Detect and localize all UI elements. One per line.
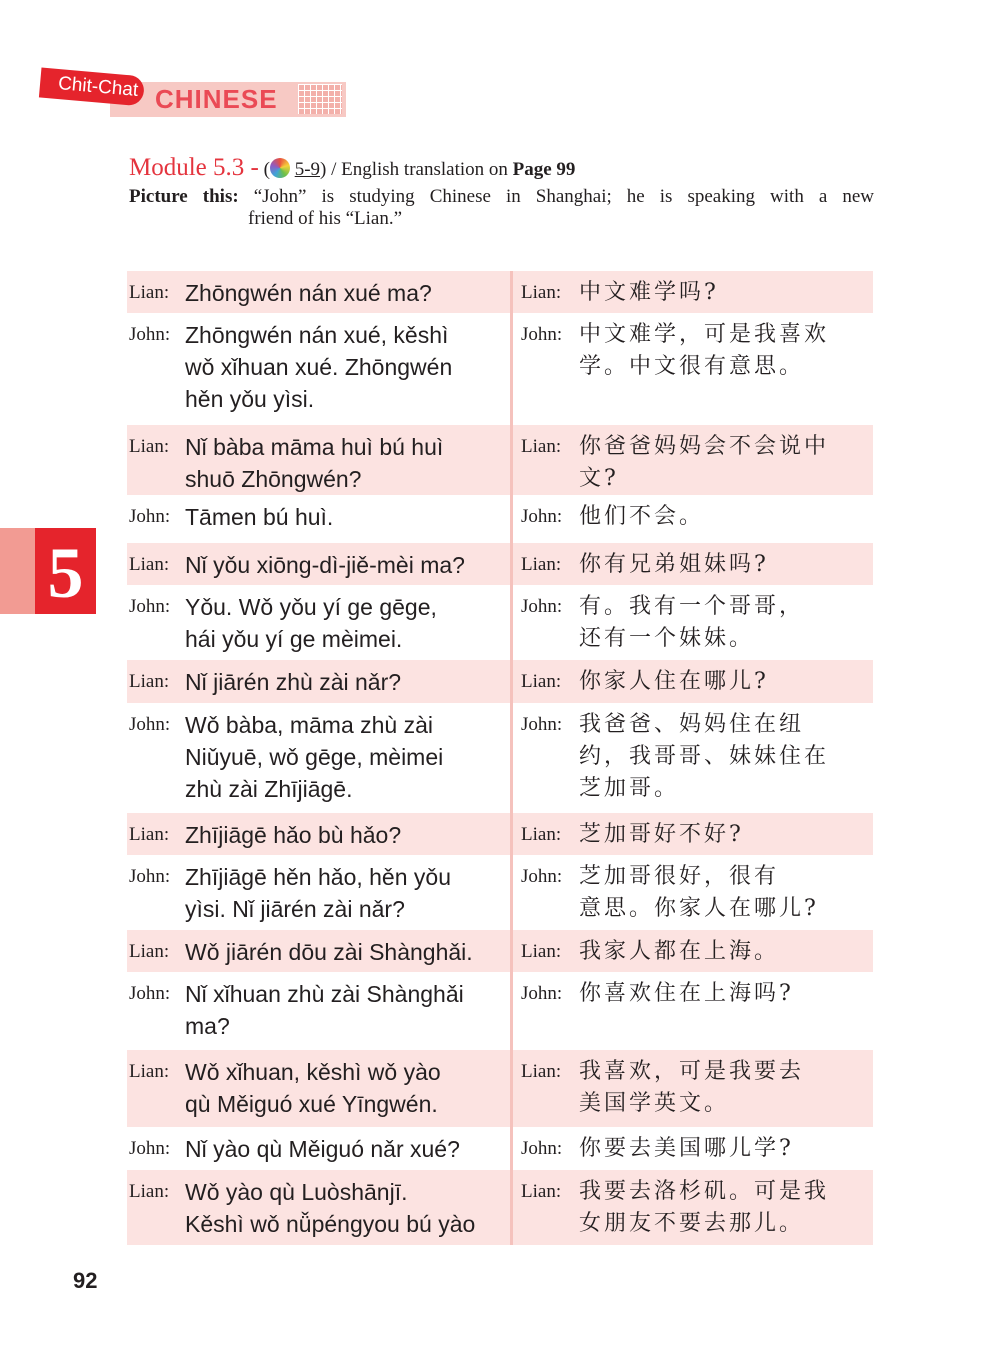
pinyin-cell [127,1127,510,1170]
hanzi-cell [513,1127,873,1170]
speaker-label: John: [129,506,171,527]
hanzi-text: 你家人住在哪儿? [579,669,769,694]
speaker-label: Lian: [521,1181,562,1202]
pinyin-text: Wǒ jiārén dōu zài Shànghǎi. [185,939,473,965]
speaker-label: John: [521,1138,563,1159]
pinyin-text: Nǐ xǐhuan zhù zài Shànghǎi ma? [185,981,464,1039]
speaker-label: Lian: [521,282,562,303]
speaker-label: Lian: [129,824,170,845]
hanzi-cell [513,425,873,495]
hanzi-text: 你要去美国哪儿学? [579,1136,794,1161]
pinyin-cell [127,660,510,703]
hanzi-text: 你喜欢住在上海吗? [579,981,794,1006]
pinyin-cell [127,313,510,425]
pinyin-cell [127,1050,510,1127]
speaker-label: Lian: [521,1061,562,1082]
speaker-label: Lian: [521,824,562,845]
pinyin-text: Wǒ xǐhuan, kěshì wǒ yào qù Měiguó xué Yīngwén. [185,1059,441,1117]
hanzi-cell [513,660,873,703]
hanzi-cell [513,271,873,313]
hanzi-text: 中文难学，可是我喜欢 学。中文很有意思。 [579,322,830,379]
pinyin-cell [127,703,510,813]
speaker-label: John: [129,324,171,345]
pinyin-text: Zhījiāgē hǎo bù hǎo? [185,822,402,848]
speaker-label: Lian: [129,941,170,962]
pinyin-text: Zhōngwén nán xué, kěshì wǒ xǐhuan xué. Zhōngwén hěn yǒu yìsi. [185,322,453,412]
pinyin-text: Nǐ bàba māma huì bú huì shuō Zhōngwén? [185,434,444,492]
speaker-label: Lian: [129,1061,170,1082]
pinyin-text: Yǒu. Wǒ yǒu yí ge gēge, hái yǒu yí ge mèimei. [185,594,437,652]
page-number: 92 [73,1268,98,1293]
pinyin-text: Tāmen bú huì. [185,504,334,530]
hanzi-text: 我要去洛杉矶。可是我 女朋友不要去那儿。 [579,1179,830,1236]
pinyin-cell [127,813,510,855]
speaker-label: Lian: [129,1181,170,1202]
hanzi-cell [513,313,873,425]
hanzi-text: 芝加哥很好，很有 意思。你家人在哪儿? [579,864,819,921]
hanzi-text: 我家人都在上海。 [579,939,780,964]
dialogue-row [127,585,873,660]
hanzi-text: 中文难学吗? [579,280,719,305]
speaker-label: Lian: [521,671,562,692]
module-header: Module 5.3 - ( 5-9) / English translation on Page 99 Picture this: “John” is studying Chinese in Shanghai; he is speaking with a new friend of his “Lian.” [129,154,874,229]
speaker-label: John: [129,983,171,1004]
speaker-label: Lian: [129,554,170,575]
dialogue-row [127,930,873,972]
hanzi-cell [513,1170,873,1245]
pinyin-text: Wǒ bàba, māma zhù zài Niǔyuē, wǒ gēge, mèimei zhù zài Zhījiāgē. [185,712,444,802]
hanzi-cell [513,495,873,543]
pinyin-cell [127,271,510,313]
speaker-label: John: [521,714,563,735]
speaker-label: John: [521,983,563,1004]
hanzi-cell [513,703,873,813]
dialogue-row [127,1127,873,1170]
speaker-label: Lian: [129,282,170,303]
dialogue-row [127,660,873,703]
pinyin-cell [127,1170,510,1245]
dialogue-row [127,271,873,313]
pinyin-text: Nǐ yǒu xiōng-dì-jiě-mèi ma? [185,552,465,578]
picture-text-cont: friend of his “Lian.” [248,208,403,229]
pinyin-cell [127,930,510,972]
hanzi-cell [513,930,873,972]
audio-cd-icon [270,158,290,178]
pinyin-cell [127,585,510,660]
speaker-label: Lian: [129,671,170,692]
dialogue-row [127,425,873,495]
picture-text: “John” is studying Chinese in Shanghai; he is speaking with a new [253,186,874,207]
speaker-label: John: [129,1138,171,1159]
hanzi-text: 我喜欢，可是我要去 美国学英文。 [579,1059,805,1116]
translation-note: / English translation on [331,159,508,180]
speaker-label: Lian: [521,941,562,962]
hanzi-text: 他们不会。 [579,504,705,529]
speaker-label: Lian: [521,436,562,457]
hanzi-text: 有。我有一个哥哥， 还有一个妹妹。 [579,594,805,651]
pinyin-cell [127,495,510,543]
pinyin-text: Nǐ yào qù Měiguó nǎr xué? [185,1136,460,1162]
pinyin-cell [127,972,510,1050]
pinyin-text: Wǒ yào qù Luòshānjī. Kěshì wǒ nǚpéngyou bú yào [185,1179,476,1237]
chapter-number: 5 [35,528,96,614]
speaker-label: Lian: [129,436,170,457]
pinyin-cell [127,855,510,930]
hanzi-text: 你有兄弟姐妹吗? [579,552,769,577]
speaker-label: John: [129,596,171,617]
logo-chit-chat: Chit-Chat [39,68,145,107]
logo-chinese: CHINESE [155,84,278,114]
speaker-label: John: [521,324,563,345]
picture-label: Picture this: [129,186,239,207]
dialogue-row [127,703,873,813]
dialogue-row [127,1050,873,1127]
dialogue-row [127,1170,873,1245]
dialogue-row [127,972,873,1050]
pinyin-cell [127,425,510,495]
hanzi-cell [513,585,873,660]
chit-chat-chinese-logo [40,72,350,120]
dialogue-row [127,813,873,855]
chapter-tab [0,528,96,614]
hanzi-text: 我爸爸、妈妈住在纽 约，我哥哥、妹妹住在 芝加哥。 [579,712,830,801]
hanzi-cell [513,972,873,1050]
dialogue-row [127,855,873,930]
page-reference: Page 99 [512,159,576,180]
dialogue-row [127,495,873,543]
dialogue-row [127,543,873,585]
dialogue-row [127,313,873,425]
pinyin-text: Zhījiāgē hěn hǎo, hěn yǒu yìsi. Nǐ jiārén zài nǎr? [185,864,451,922]
logo-grid [298,84,342,114]
speaker-label: John: [521,506,563,527]
speaker-label: John: [129,866,171,887]
pinyin-cell [127,543,510,585]
audio-track-link[interactable]: 5-9 [294,159,321,180]
hanzi-cell [513,1050,873,1127]
hanzi-cell [513,543,873,585]
speaker-label: Lian: [521,554,562,575]
hanzi-cell [513,855,873,930]
hanzi-cell [513,813,873,855]
speaker-label: John: [521,596,563,617]
dialogue-table [127,271,873,1245]
module-title: Module 5.3 - [129,154,259,181]
speaker-label: John: [129,714,171,735]
pinyin-text: Nǐ jiārén zhù zài nǎr? [185,669,402,695]
hanzi-text: 你爸爸妈妈会不会说中 文? [579,434,830,491]
hanzi-text: 芝加哥好不好? [579,822,744,847]
speaker-label: John: [521,866,563,887]
pinyin-text: Zhōngwén nán xué ma? [185,280,432,306]
